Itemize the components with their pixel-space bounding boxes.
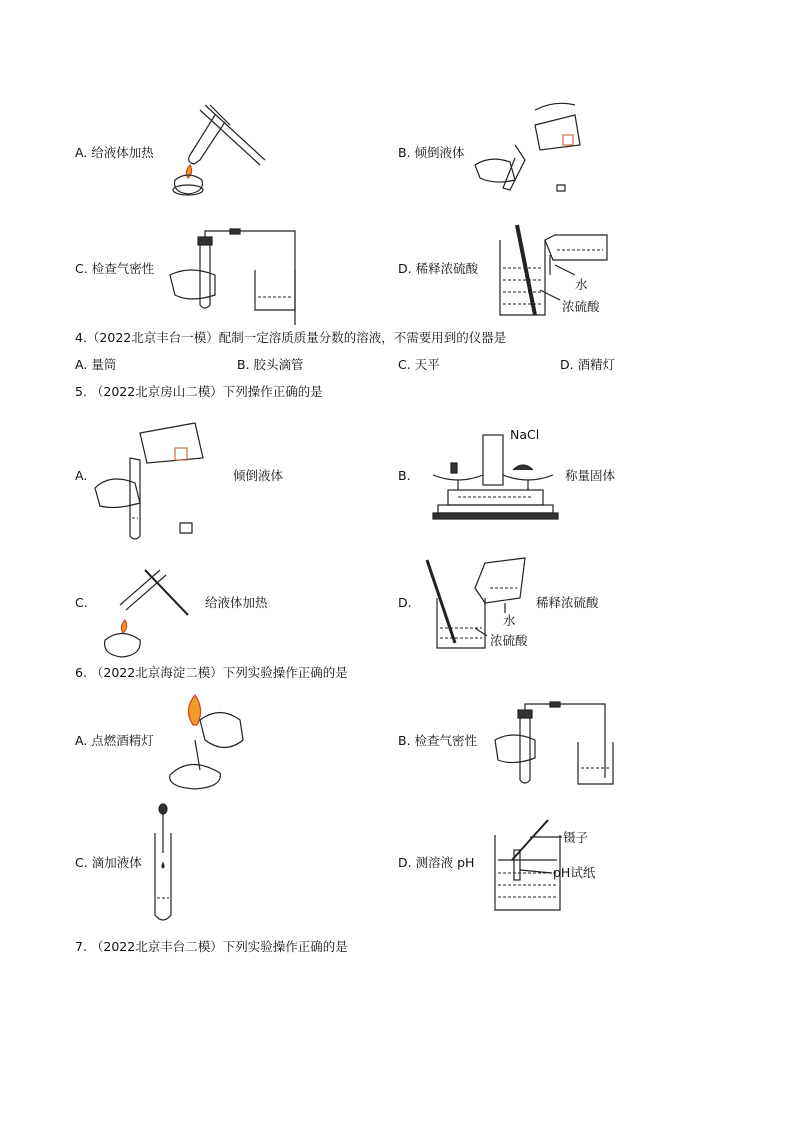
q5-option-c-text: 给液体加热 (205, 595, 268, 610)
q5-option-c-letter: C. (75, 595, 88, 610)
heating-liquid-image (100, 565, 195, 665)
q7-stem: 7. （2022北京丰台二模）下列实验操作正确的是 (75, 939, 348, 954)
airtightness-check-image (170, 225, 305, 315)
q5-option-d-letter: D. (398, 595, 412, 610)
label-tweezers: 镊子 (563, 830, 589, 845)
alcohol-lamp-image (165, 695, 250, 790)
q6-option-a: A. 点燃酒精灯 (75, 733, 154, 748)
q6-stem: 6. （2022北京海淀二模）下列实验操作正确的是 (75, 665, 348, 680)
heating-liquid-image (170, 100, 270, 200)
q3-option-c: C. 检查气密性 (75, 261, 155, 276)
q6-option-b: B. 检查气密性 (398, 733, 478, 748)
q3-option-a: A. 给液体加热 (75, 145, 154, 160)
label-concentrated-acid: 浓硫酸 (562, 299, 600, 314)
q5-option-a-letter: A. (75, 468, 88, 483)
q4-option-d: D. 酒精灯 (560, 357, 616, 372)
q6-option-d: D. 测溶液 pH (398, 855, 475, 870)
q4-option-b: B. 胶头滴管 (237, 357, 304, 372)
q5-stem: 5. （2022北京房山二模）下列操作正确的是 (75, 384, 323, 399)
dropping-liquid-image (150, 803, 180, 923)
pouring-liquid-image (95, 418, 205, 543)
q5-option-b-text: 称量固体 (565, 468, 616, 483)
q4-option-a: A. 量筒 (75, 357, 117, 372)
pouring-liquid-image (475, 100, 585, 195)
label-water: 水 (575, 277, 588, 292)
airtightness-check-image (495, 700, 620, 788)
balance-image (433, 425, 558, 523)
q6-option-c: C. 滴加液体 (75, 855, 142, 870)
ph-test-image (490, 815, 565, 912)
label-ph-paper: pH试纸 (553, 865, 596, 880)
label-concentrated-acid: 浓硫酸 (490, 633, 528, 648)
label-water: 水 (503, 613, 516, 628)
q4-stem: 4.（2022北京丰台一模）配制一定溶质质量分数的溶液，不需要用到的仪器是 (75, 330, 507, 345)
q3-option-b: B. 倾倒液体 (398, 145, 465, 160)
q5-option-b-letter: B. (398, 468, 411, 483)
q3-option-d: D. 稀释浓硫酸 (398, 261, 479, 276)
q5-option-d-text: 稀释浓硫酸 (536, 595, 599, 610)
q5-option-a-text: 倾倒液体 (233, 468, 284, 483)
q4-option-c: C. 天平 (398, 357, 440, 372)
label-nacl: NaCl (510, 427, 540, 442)
